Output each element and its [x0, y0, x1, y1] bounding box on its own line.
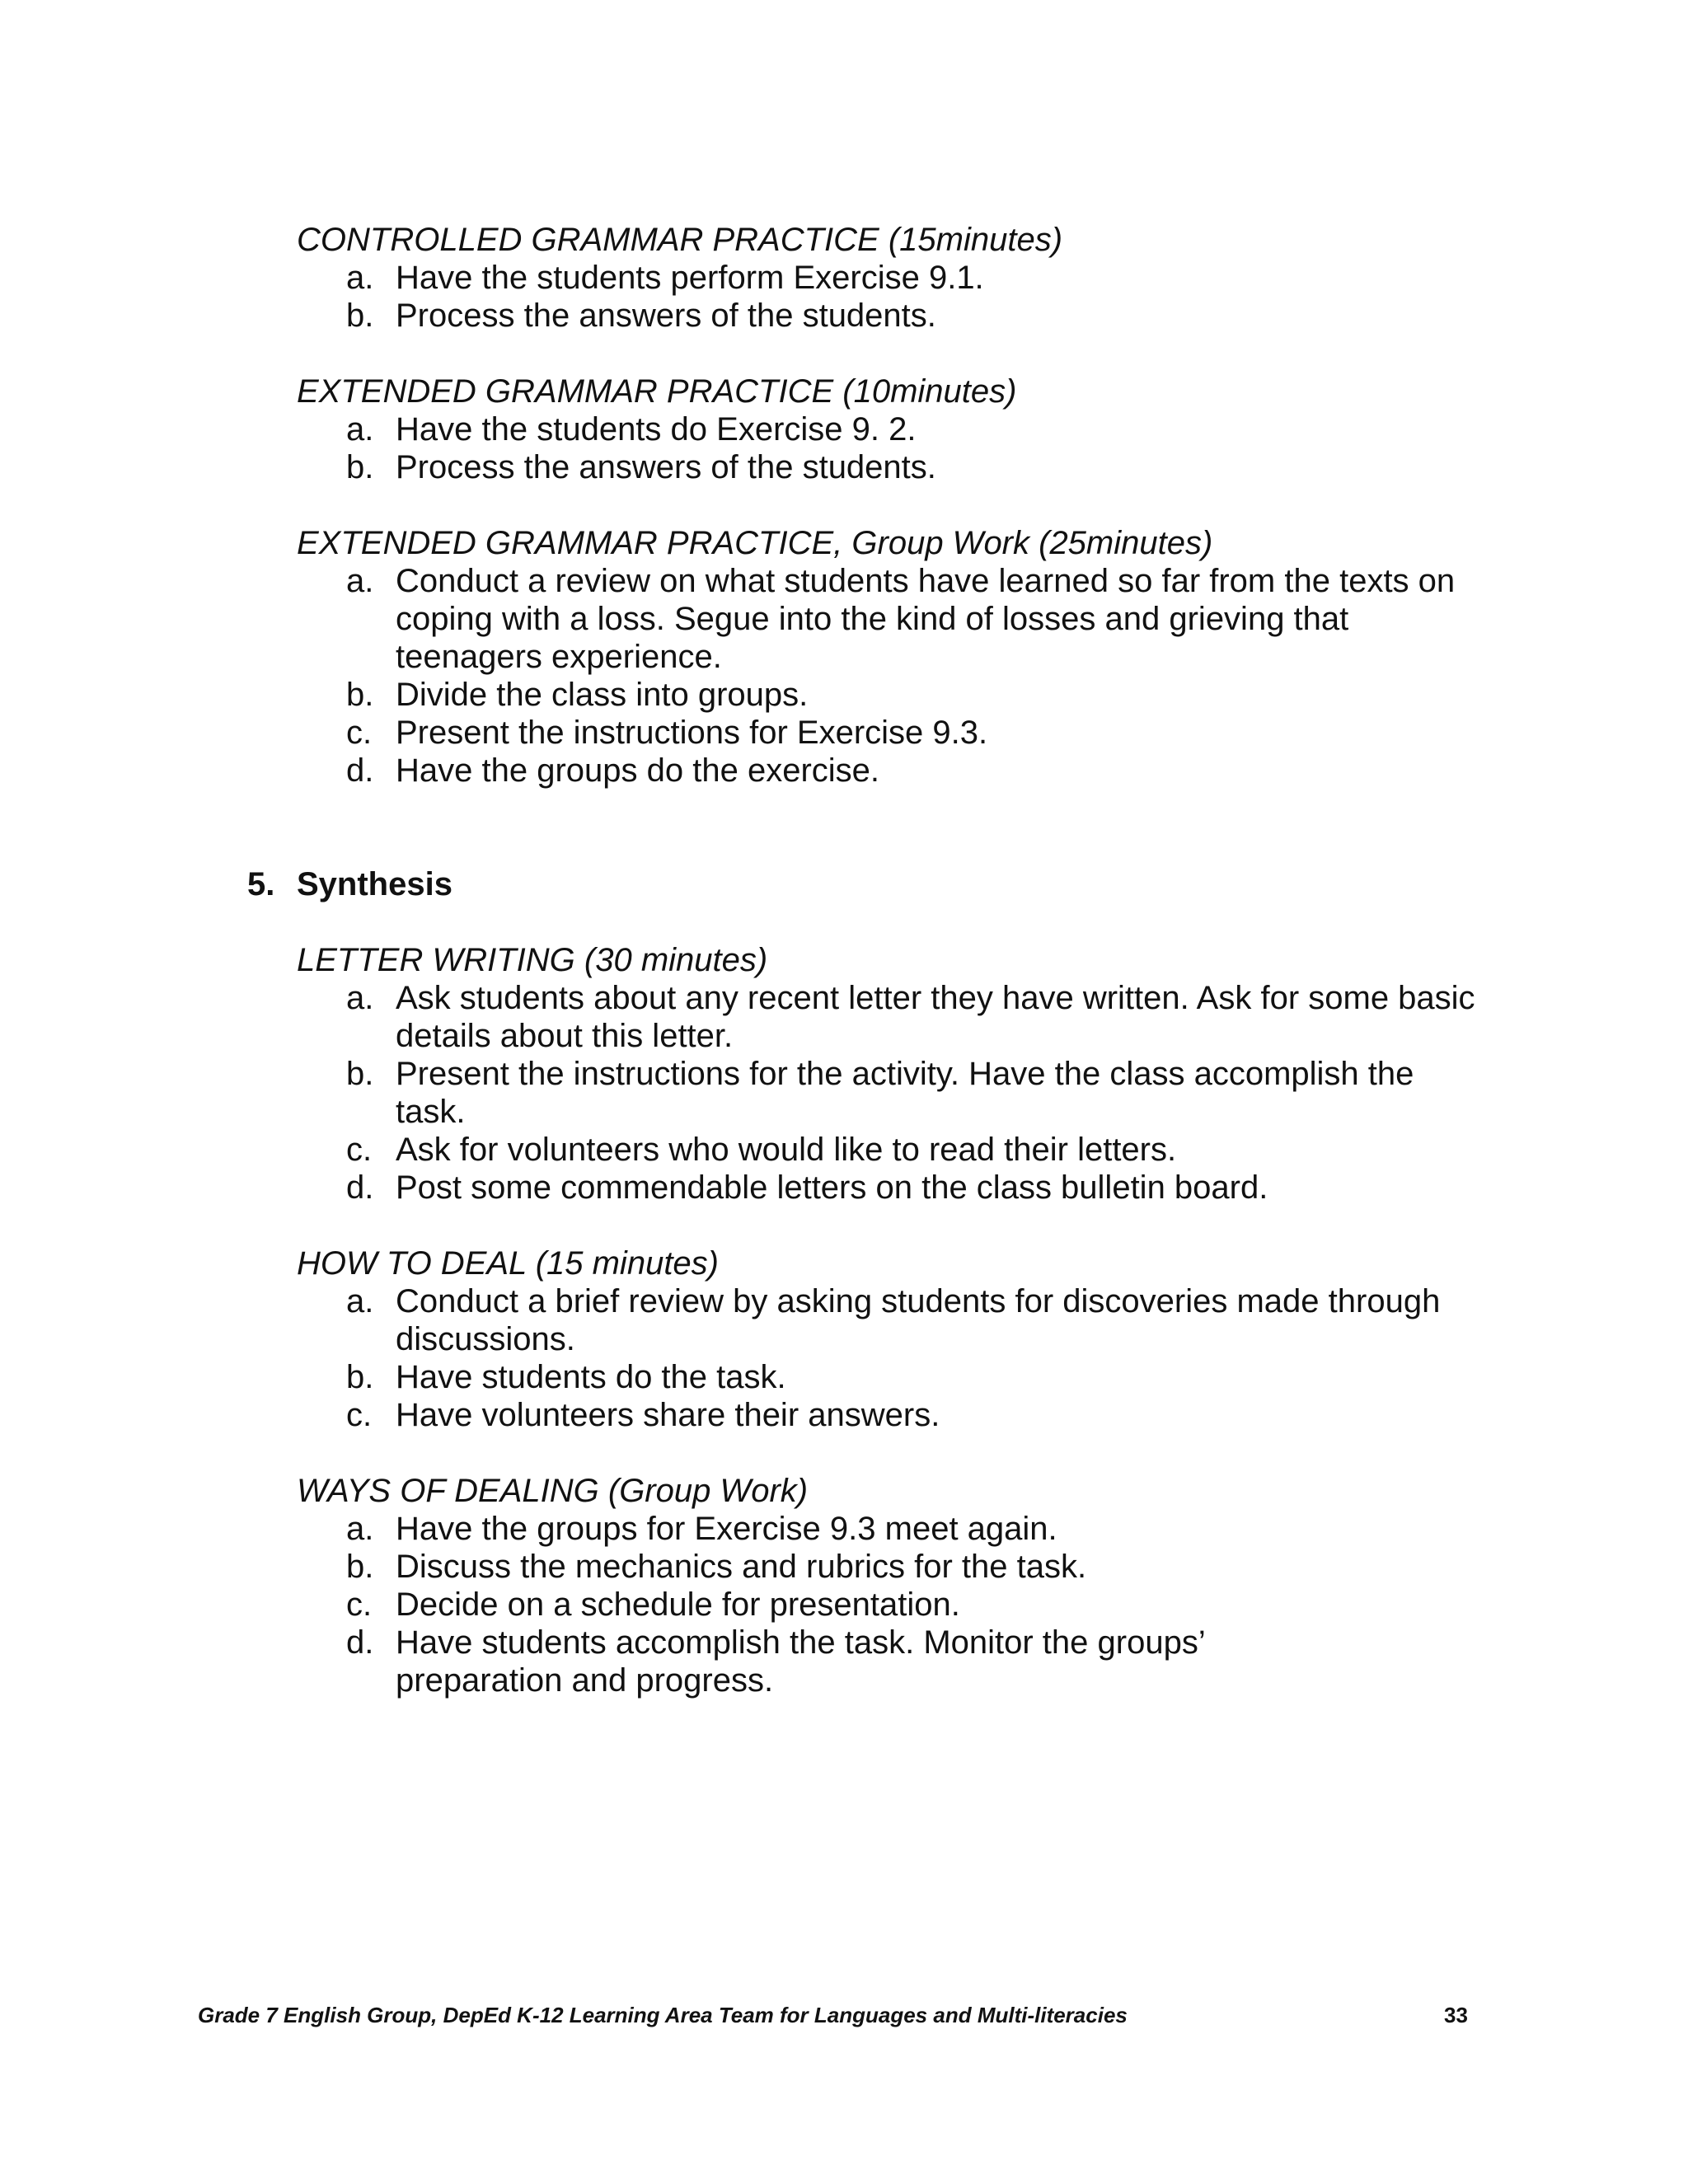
list-item: [297, 979, 1492, 1055]
list-item-text: Conduct a brief review by asking students for discoveries made through discussions.: [396, 1283, 1441, 1357]
list-marker: c.: [346, 1586, 373, 1623]
list-item: [297, 1510, 1492, 1548]
list-item-text: Post some commendable letters on the class bulletin board.: [396, 1169, 1268, 1206]
section-title-text: Synthesis: [297, 866, 452, 902]
list-controlled-grammar: [297, 259, 1492, 335]
list-item: [297, 1055, 1492, 1131]
list-marker: a.: [346, 1511, 374, 1547]
list-marker: a.: [346, 411, 374, 448]
list-item-text: Process the answers of the students.: [396, 449, 936, 485]
list-item: [297, 1169, 1492, 1207]
list-item: [297, 752, 1492, 790]
list-marker: c.: [346, 1397, 373, 1433]
block-heading-how-to-deal: HOW TO DEAL (15 minutes): [297, 1245, 719, 1282]
list-item: [297, 259, 1492, 297]
block-heading-extended-grammar-group: EXTENDED GRAMMAR PRACTICE, Group Work (25minutes): [297, 525, 1213, 561]
list-item-text: Conduct a review on what students have learned so far from the texts on coping with a loss. Segue into the kind of losses and grieving that teenagers experience.: [396, 563, 1456, 675]
block-heading-letter-writing: LETTER WRITING (30 minutes): [297, 942, 768, 978]
list-marker: b.: [346, 298, 374, 334]
list-item-text: Have students accomplish the task. Monitor the groups’ preparation and progress.: [396, 1624, 1205, 1699]
block-heading-controlled-grammar: CONTROLLED GRAMMAR PRACTICE (15minutes): [297, 222, 1063, 258]
list-item-text: Present the instructions for the activity. Have the class accomplish the task.: [396, 1056, 1414, 1130]
list-letter-writing: [297, 979, 1492, 1207]
list-marker: a.: [346, 980, 374, 1016]
list-marker: a.: [346, 563, 374, 599]
list-item-text: Divide the class into groups.: [396, 677, 809, 713]
list-item-text: Have the groups do the exercise.: [396, 752, 880, 789]
list-marker: c.: [346, 1132, 373, 1168]
block-heading-extended-grammar: EXTENDED GRAMMAR PRACTICE (10minutes): [297, 373, 1017, 410]
list-ways-of-dealing: [297, 1510, 1492, 1699]
list-marker: b.: [346, 449, 374, 485]
list-item: [297, 1358, 1492, 1396]
list-marker: b.: [346, 677, 374, 713]
list-marker: b.: [346, 1056, 374, 1092]
list-marker: b.: [346, 1549, 374, 1585]
list-marker: b.: [346, 1359, 374, 1395]
list-item: [297, 676, 1492, 714]
list-marker: d.: [346, 1169, 374, 1206]
list-item: [297, 1396, 1492, 1434]
section-number: 5.: [247, 866, 275, 902]
list-item-text: Have the groups for Exercise 9.3 meet again.: [396, 1511, 1057, 1547]
list-extended-grammar: [297, 410, 1492, 486]
list-item: [297, 1624, 1220, 1699]
list-item: [297, 410, 1492, 448]
list-how-to-deal: [297, 1282, 1492, 1434]
page-number: 33: [1444, 2003, 1468, 2027]
list-item: [297, 297, 1492, 335]
list-item-text: Decide on a schedule for presentation.: [396, 1586, 960, 1623]
list-item-text: Have the students do Exercise 9. 2.: [396, 411, 917, 448]
list-marker: a.: [346, 1283, 374, 1319]
list-item-text: Process the answers of the students.: [396, 298, 936, 334]
list-item-text: Have students do the task.: [396, 1359, 786, 1395]
list-item: [297, 1586, 1492, 1624]
list-item-text: Have volunteers share their answers.: [396, 1397, 940, 1433]
list-item: [297, 448, 1492, 486]
list-item-text: Have the students perform Exercise 9.1.: [396, 260, 984, 296]
footer-credit: Grade 7 English Group, DepEd K-12 Learning Area Team for Languages and Multi-literacies: [198, 2003, 1128, 2027]
list-item: [297, 1548, 1492, 1586]
list-marker: c.: [346, 715, 373, 751]
list-item: [297, 562, 1492, 676]
list-marker: d.: [346, 1624, 374, 1661]
list-item-text: Present the instructions for Exercise 9.3.: [396, 715, 988, 751]
list-item-text: Ask for volunteers who would like to read their letters.: [396, 1132, 1177, 1168]
list-item-text: Discuss the mechanics and rubrics for the task.: [396, 1549, 1087, 1585]
block-heading-ways-of-dealing: WAYS OF DEALING (Group Work): [297, 1473, 809, 1509]
list-item: [297, 1282, 1492, 1358]
section-title-synthesis: [247, 865, 452, 903]
list-marker: d.: [346, 752, 374, 789]
list-item: [297, 714, 1492, 752]
list-extended-grammar-group: [297, 562, 1492, 790]
list-item-text: Ask students about any recent letter they have written. Ask for some basic details about this letter.: [396, 980, 1475, 1054]
list-item: [297, 1131, 1492, 1169]
list-marker: a.: [346, 260, 374, 296]
